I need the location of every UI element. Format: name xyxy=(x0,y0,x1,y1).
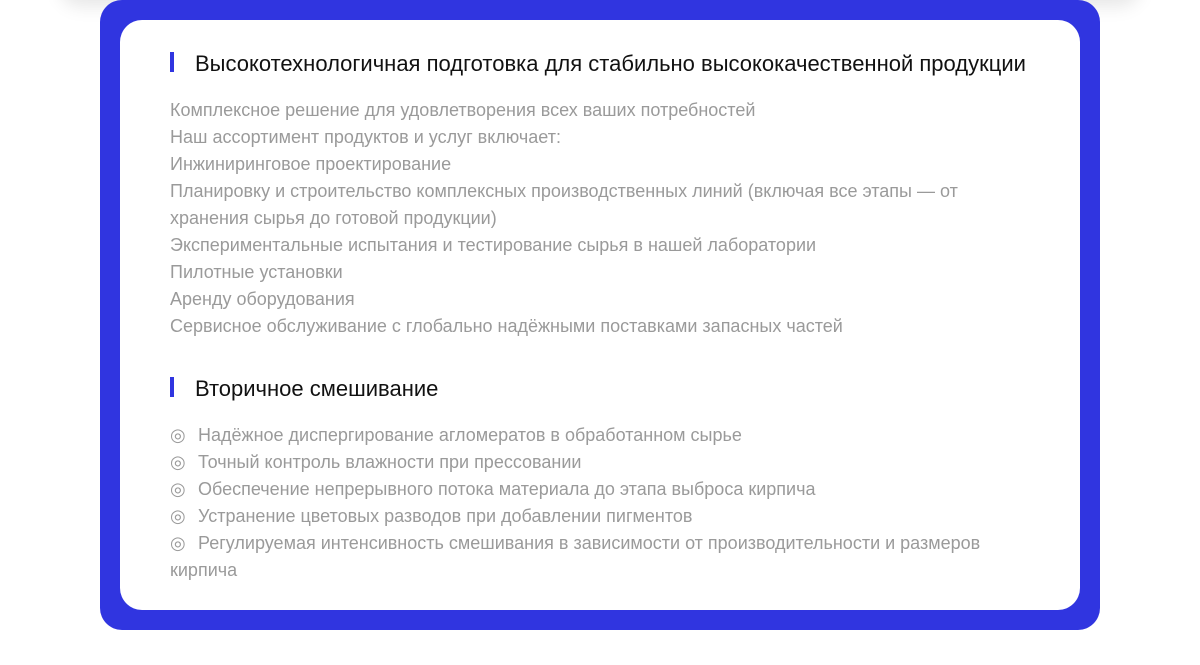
section-title: Вторичное смешивание xyxy=(195,376,439,401)
body-line: Аренду оборудования xyxy=(170,289,355,309)
list-item xyxy=(170,503,1080,530)
circle-bullet-icon: ◎ xyxy=(170,506,186,526)
section-heading xyxy=(170,50,1080,78)
list-item-text: Обеспечение непрерывного потока материала до этапа выброса кирпича xyxy=(198,479,816,499)
body-line: хранения сырья до готовой продукции) xyxy=(170,208,497,228)
list-item-text: Точный контроль влажности при прессовании xyxy=(198,452,582,472)
section-secondary-mixing xyxy=(170,375,1080,584)
list-item xyxy=(170,530,1080,557)
body-line: Комплексное решение для удовлетворения всех ваших потребностей xyxy=(170,100,756,120)
list-item-text: Устранение цветовых разводов при добавлении пигментов xyxy=(198,506,693,526)
list-item-continuation: кирпича xyxy=(170,560,238,580)
content-frame xyxy=(100,0,1100,630)
section-title: Высокотехнологичная подготовка для стабильно высококачественной продукции xyxy=(195,51,1026,76)
circle-bullet-icon: ◎ xyxy=(170,479,186,499)
list-item-text: Надёжное диспергирование агломератов в обработанном сырье xyxy=(198,425,742,445)
heading-accent-bar xyxy=(170,377,174,397)
body-line: Экспериментальные испытания и тестирование сырья в нашей лаборатории xyxy=(170,235,817,255)
bullet-list xyxy=(170,422,1080,584)
circle-bullet-icon: ◎ xyxy=(170,533,186,553)
body-line: Наш ассортимент продуктов и услуг включает: xyxy=(170,127,561,147)
list-item xyxy=(170,449,1080,476)
body-line: Пилотные установки xyxy=(170,262,343,282)
list-item xyxy=(170,422,1080,449)
body-line: Инжиниринговое проектирование xyxy=(170,154,452,174)
body-line: Сервисное обслуживание с глобально надёжными поставками запасных частей xyxy=(170,316,843,336)
body-line: Планировку и строительство комплексных производственных линий (включая все этапы — от xyxy=(170,181,958,201)
list-item-text: Регулируемая интенсивность смешивания в зависимости от производительности и размеров xyxy=(198,533,981,553)
section-high-tech-preparation xyxy=(170,50,1080,340)
section-body xyxy=(170,97,1080,340)
circle-bullet-icon: ◎ xyxy=(170,452,186,472)
heading-accent-bar xyxy=(170,52,174,72)
list-item xyxy=(170,476,1080,503)
content-card xyxy=(120,20,1080,610)
section-heading xyxy=(170,375,1080,403)
circle-bullet-icon: ◎ xyxy=(170,425,186,445)
